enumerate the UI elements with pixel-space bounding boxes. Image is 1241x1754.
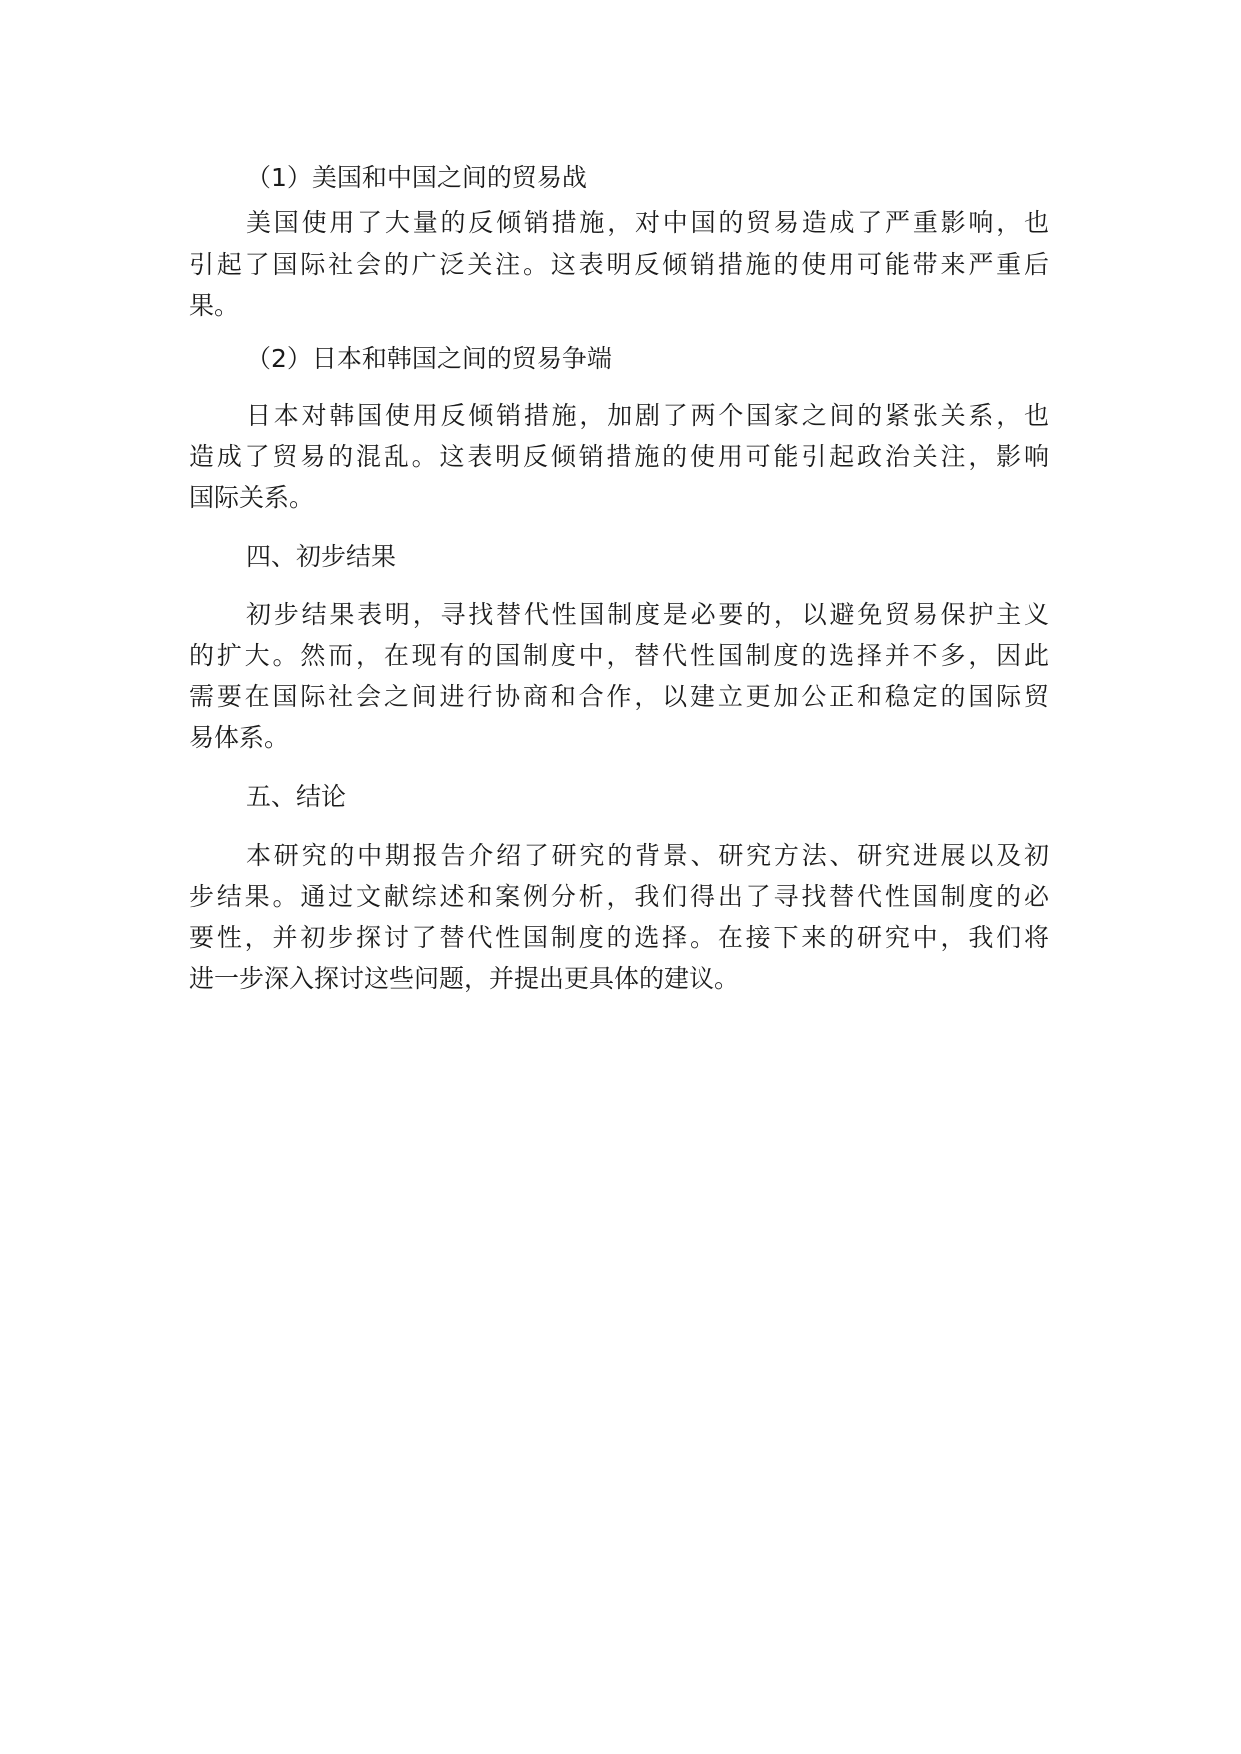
subheading-us-china-trade-war: （1）美国和中国之间的贸易战 <box>246 163 587 192</box>
paragraph-line: 美国使用了大量的反倾销措施，对中国的贸易造成了严重影响，也 <box>246 208 1049 237</box>
subheading-japan-korea-dispute: （2）日本和韩国之间的贸易争端 <box>246 344 612 373</box>
paragraph-line: 要性，并初步探讨了替代性国制度的选择。在接下来的研究中，我们将 <box>189 923 1049 952</box>
section-heading-conclusion: 五、结论 <box>246 782 347 811</box>
paragraph-line: 的扩大。然而，在现有的国制度中，替代性国制度的选择并不多，因此 <box>189 641 1049 670</box>
paragraph-line: 步结果。通过文献综述和案例分析，我们得出了寻找替代性国制度的必 <box>189 882 1049 911</box>
paragraph-line: 引起了国际社会的广泛关注。这表明反倾销措施的使用可能带来严重后 <box>189 250 1049 279</box>
paragraph-line: 国际关系。 <box>189 483 315 512</box>
paragraph-line: 果。 <box>189 291 240 320</box>
paragraph-line: 易体系。 <box>189 723 290 752</box>
paragraph-line: 日本对韩国使用反倾销措施，加剧了两个国家之间的紧张关系，也 <box>246 401 1049 430</box>
paragraph-line: 进一步深入探讨这些问题，并提出更具体的建议。 <box>189 964 740 993</box>
paragraph-line: 本研究的中期报告介绍了研究的背景、研究方法、研究进展以及初 <box>246 841 1049 870</box>
paragraph-line: 造成了贸易的混乱。这表明反倾销措施的使用可能引起政治关注，影响 <box>189 442 1049 471</box>
paragraph-line: 初步结果表明，寻找替代性国制度是必要的，以避免贸易保护主义 <box>246 600 1049 629</box>
section-heading-preliminary-results: 四、初步结果 <box>246 542 397 571</box>
paragraph-line: 需要在国际社会之间进行协商和合作，以建立更加公正和稳定的国际贸 <box>189 682 1049 711</box>
